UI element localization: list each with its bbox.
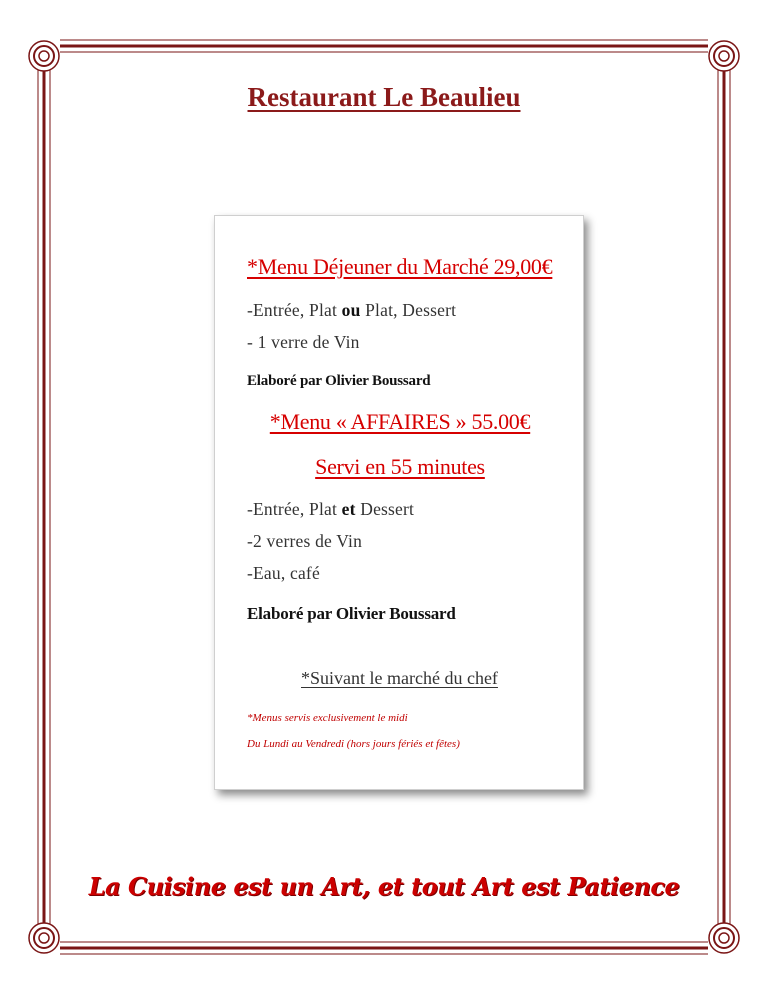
small-note-jours: Du Lundi au Vendredi (hors jours fériés et fêtes) [247, 738, 460, 750]
menu-affaires-heading: *Menu « AFFAIRES » 55.00€ [269, 409, 531, 434]
text-emphasis: et [341, 499, 356, 519]
text-part: -Entrée, Plat [247, 300, 342, 320]
menu-affaires-author: Elaboré par Olivier Boussard [247, 604, 456, 623]
menu-affaires-subheading: Servi en 55 minutes [315, 454, 485, 479]
menu-dejeuner-line-1 [247, 300, 456, 321]
menu-dejeuner-author: Elaboré par Olivier Boussard [247, 373, 431, 389]
menu-affaires-line-3: -Eau, café [247, 563, 320, 583]
text-emphasis: ou [341, 300, 361, 320]
menu-card [214, 215, 584, 790]
menu-affaires-line-2: -2 verres de Vin [247, 531, 363, 551]
text-part: Plat, Dessert [360, 300, 457, 320]
text-part: Dessert [355, 499, 415, 519]
menu-affaires-line-1 [247, 499, 414, 520]
restaurant-title: Restaurant Le Beaulieu [247, 82, 521, 112]
tagline: La Cuisine est un Art, et tout Art est Patience [88, 872, 680, 901]
footnote-marche: *Suivant le marché du chef [301, 668, 498, 688]
menu-dejeuner-heading: *Menu Déjeuner du Marché 29,00€ [247, 254, 553, 279]
small-note-midi: *Menus servis exclusivement le midi [247, 712, 408, 724]
menu-dejeuner-line-2: - 1 verre de Vin [247, 332, 360, 352]
text-part: -Entrée, Plat [247, 499, 342, 519]
